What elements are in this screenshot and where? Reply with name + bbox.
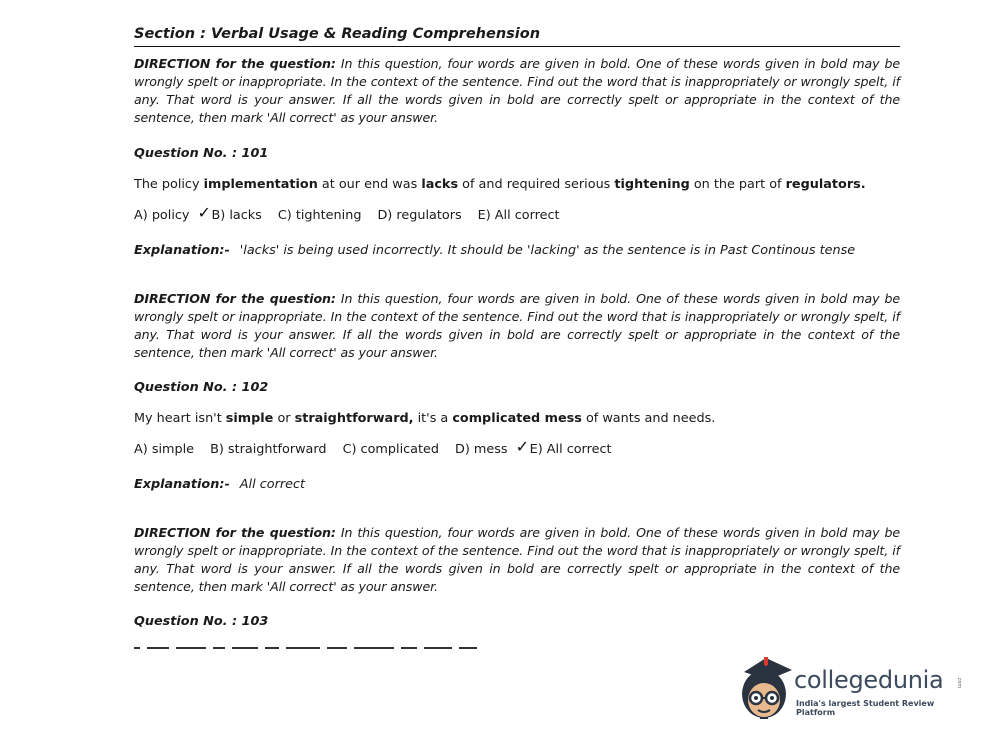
question-text-segment: of wants and needs. [581,411,716,426]
question-text-segment: of and required serious [458,177,615,192]
direction-block [134,55,900,127]
direction-text: In this question, four words are given in bold. One of these words given in bold may be wrongly spelt or inappropriate. In the context of the sentence. Find out the word that is inappropriately or wrongly spelt, if any. That word is your answer. If all the words given in bold are correctly spelt or appropriate in the context of the sentence, then mark 'All correct' as your answer. [134,56,901,125]
checkmark-icon: ✓ [197,203,211,222]
cutoff-text-line [134,644,504,652]
direction-text: In this question, four words are given in bold. One of these words given in bold may be wrongly spelt or inappropriate. In the context of the sentence. Find out the word that is inappropriately or wrongly spelt, if any. That word is your answer. If all the words given in bold are correctly spelt or appropriate in the context of the sentence, then mark 'All correct' as your answer. [134,291,901,360]
logo-name: collegedunia [794,666,944,694]
explanation-text: 'lacks' is being used incorrectly. It should be 'lacking' as the sentence is in Past Continous tense [239,243,856,258]
bold-word: tightening [614,177,690,192]
logo-tagline: India's largest Student Review Platform [796,699,935,717]
direction-label: DIRECTION for the question: [134,291,336,306]
collegedunia-logo [736,652,966,732]
option-c[interactable] [278,207,362,225]
explanation [134,242,900,260]
option-label: A) simple [134,442,195,457]
option-label: C) complicated [342,442,440,457]
question-text-segment: The policy [134,177,204,192]
option-b[interactable] [197,203,262,225]
answer-options [134,437,900,459]
explanation-label: Explanation:- [134,243,230,258]
option-label: B) lacks [211,208,262,223]
option-c[interactable] [343,441,439,459]
direction-text: In this question, four words are given in bold. One of these words given in bold may be wrongly spelt or inappropriate. In the context of the sentence. Find out the word that is inappropriately or wrongly spelt, if any. That word is your answer. If all the words given in bold are correctly spelt or appropriate in the context of the sentence, then mark 'All correct' as your answer. [134,525,901,594]
question-text [134,410,900,428]
section-title: Section : Verbal Usage & Reading Comprehension [134,24,900,47]
explanation-text: All correct [239,477,306,492]
question-text [134,176,900,194]
direction-label: DIRECTION for the question: [134,56,336,71]
option-label: D) regulators [377,208,462,223]
logo-domain: .com [956,676,962,689]
option-d[interactable] [455,441,508,459]
checkmark-icon: ✓ [515,437,530,456]
question-text-segment: at our end was [317,177,422,192]
option-label: E) All correct [477,208,560,223]
question-number: Question No. : 103 [134,614,269,629]
option-label: D) mess [455,442,508,457]
bold-word: implementation [203,177,318,192]
question-number: Question No. : 101 [134,146,269,161]
option-e[interactable] [515,437,612,459]
direction-label: DIRECTION for the question: [134,525,336,540]
question-number: Question No. : 102 [134,380,269,395]
option-e[interactable] [478,207,560,225]
bold-word: lacks [421,177,459,192]
option-label: C) tightening [277,208,362,223]
direction-block [134,290,900,362]
option-a[interactable] [134,207,190,225]
bold-word: straightforward, [294,411,414,426]
bold-word: simple [225,411,274,426]
question-text-segment: it's a [413,411,453,426]
direction-block [134,524,900,596]
question-text-segment: or [273,411,295,426]
bold-word: complicated mess [452,411,582,426]
question-text-segment: on the part of [689,177,786,192]
answer-options [134,203,900,225]
option-d[interactable] [377,207,461,225]
option-label: B) straightforward [210,442,327,457]
option-a[interactable] [134,441,194,459]
option-label: A) policy [134,208,190,223]
mascot-icon [736,652,796,724]
explanation [134,476,900,494]
question-text-segment: My heart isn't [134,411,226,426]
option-label: E) All correct [529,442,612,457]
explanation-label: Explanation:- [134,477,230,492]
bold-word: regulators. [785,177,866,192]
option-b[interactable] [210,441,327,459]
